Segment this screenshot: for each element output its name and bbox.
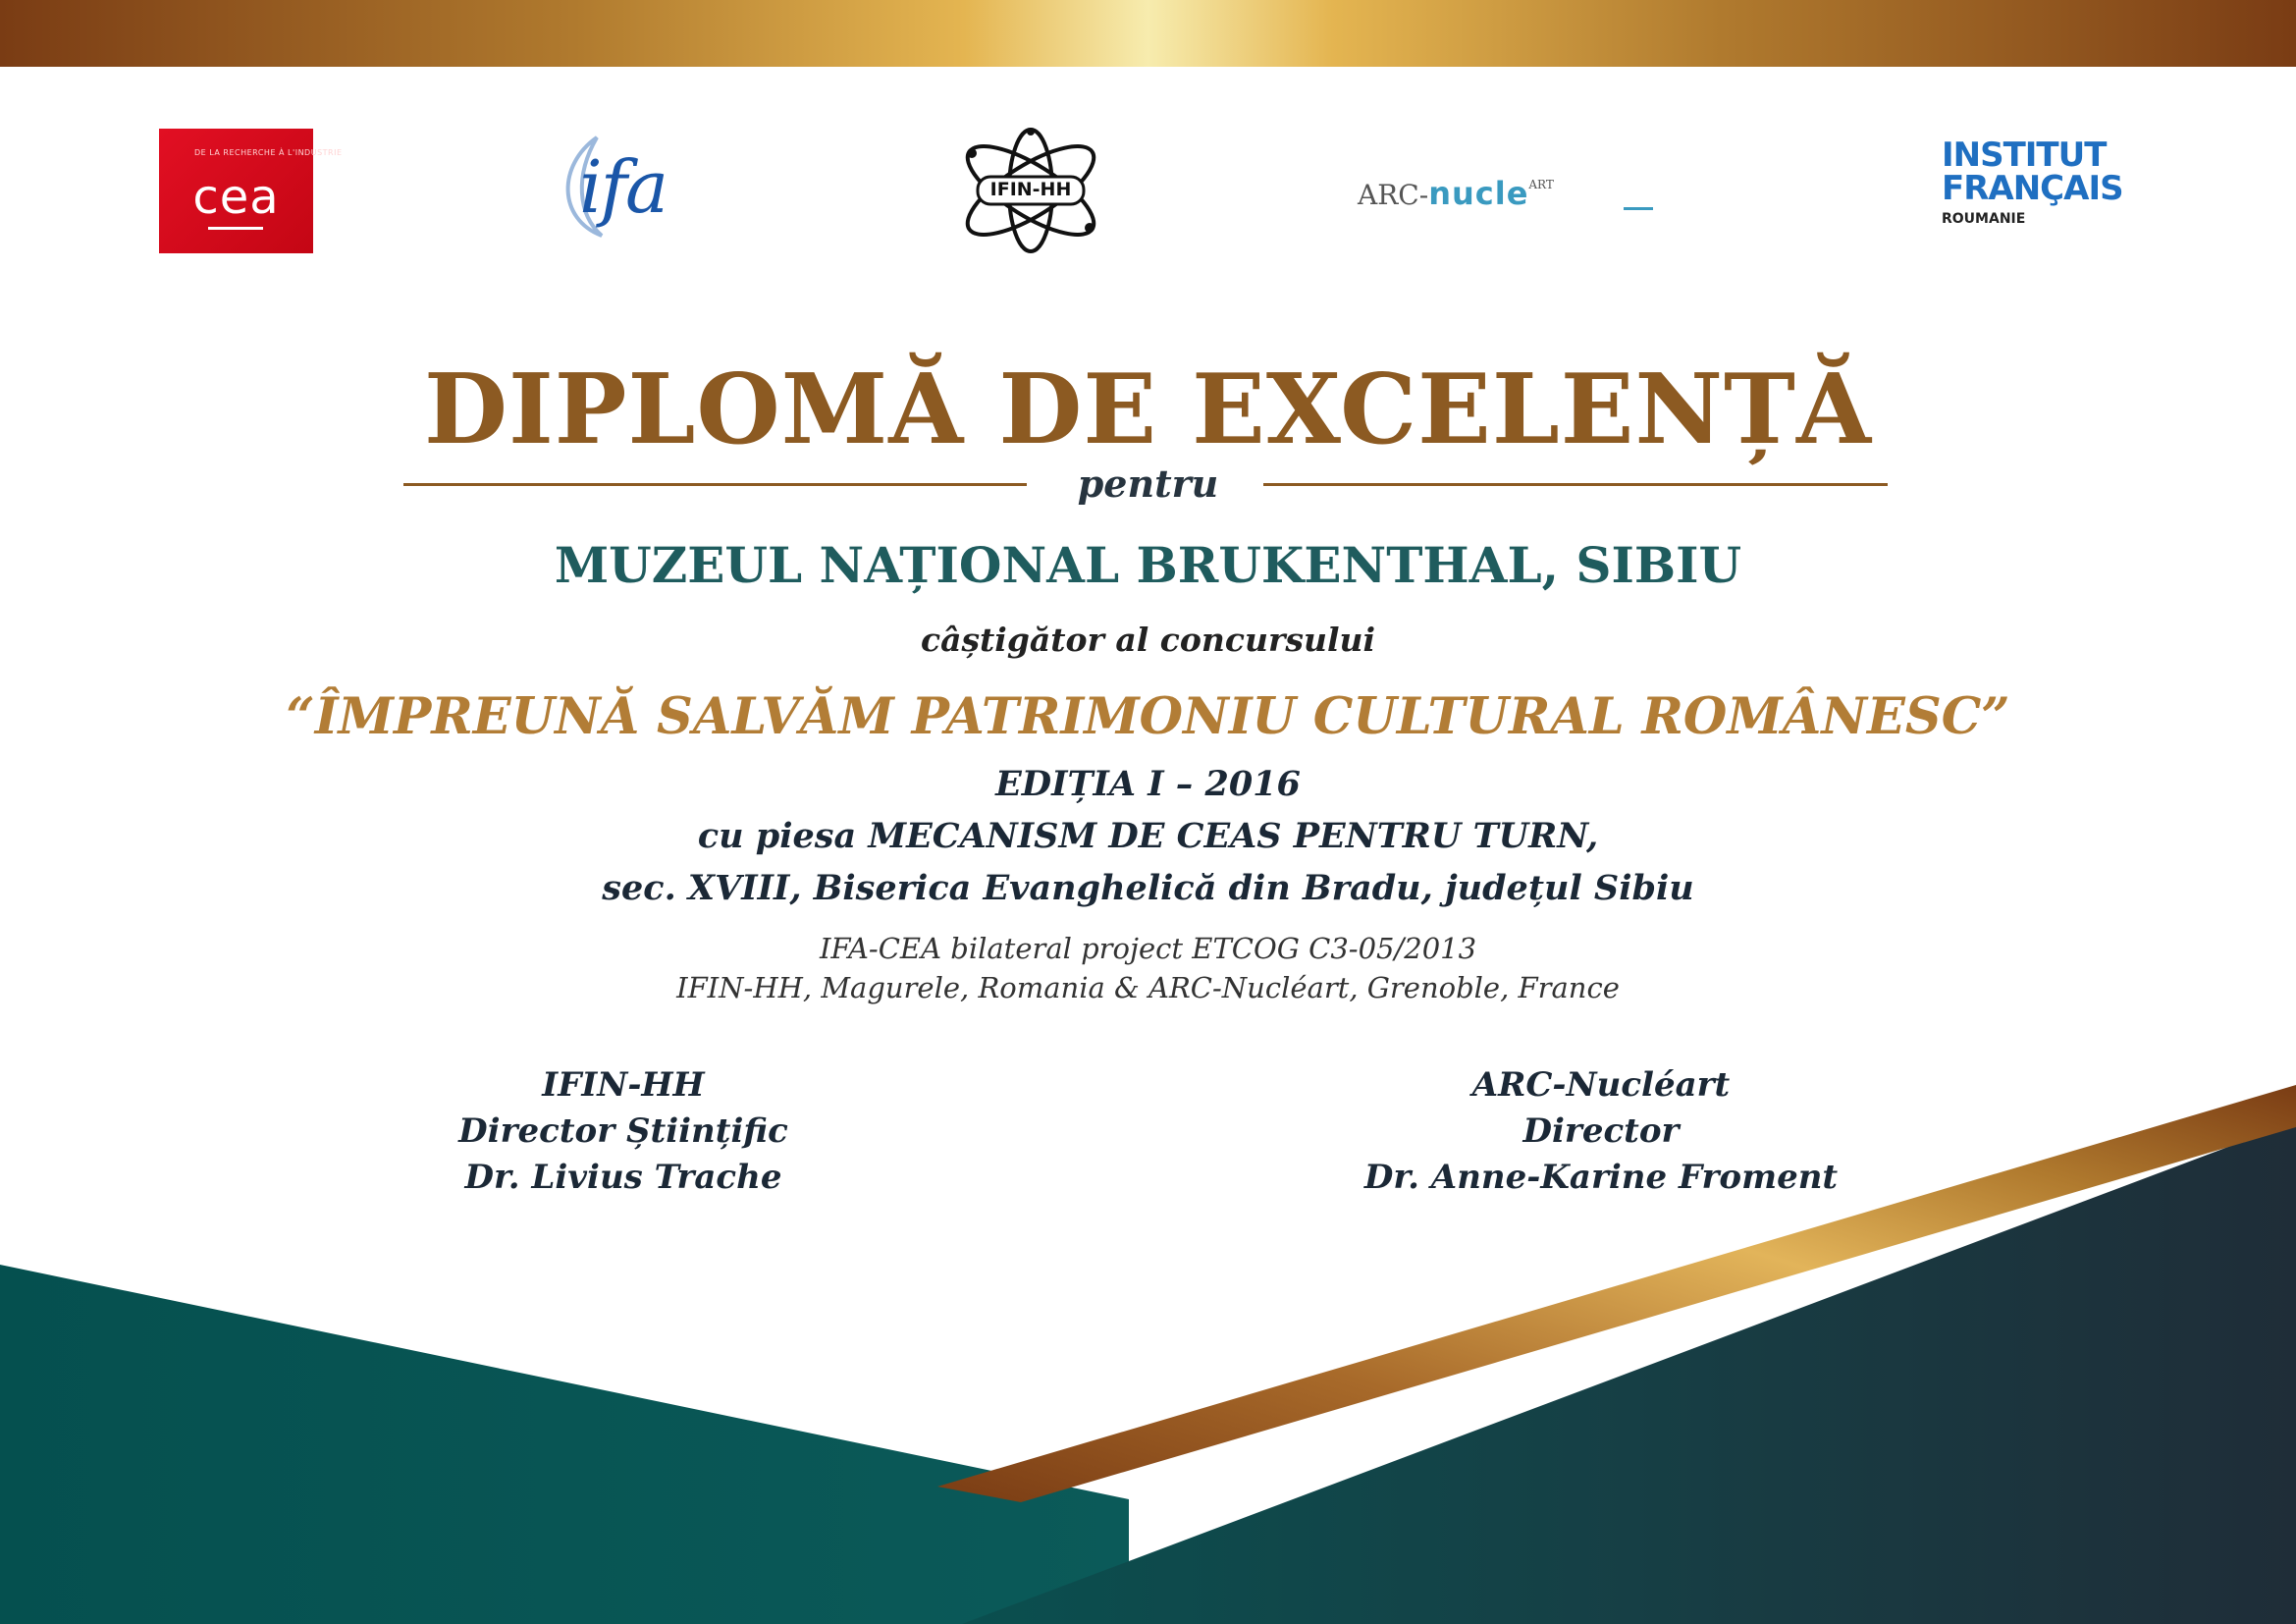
piece-line-1: cu piesa MECANISM DE CEAS PENTRU TURN, [697, 816, 1599, 856]
project-text: IFA-CEA bilateral project ETCOG C3-05/2013 [819, 932, 1477, 965]
institut-logo-line2: FRANÇAIS [1942, 169, 2123, 208]
cea-tagline: DE LA RECHERCHE À L'INDUSTRIE [194, 148, 343, 157]
ifa-logo [558, 126, 705, 244]
signature-right-role: Director [1522, 1111, 1680, 1151]
ifa-logo-text: ifa [579, 145, 667, 230]
institutions-text: IFIN-HH, Magurele, Romania & ARC-Nucléart, Grenoble, France [676, 971, 1620, 1004]
arc-logo-text-main: nucle [1428, 175, 1529, 212]
cea-logo-text: cea [192, 170, 280, 225]
winner-text: câștigător al concursului [920, 621, 1376, 659]
institut-logo-line3: ROUMANIE [1942, 211, 2026, 227]
signature-block-right [1307, 1062, 1896, 1201]
pentru-text: pentru [1077, 461, 1219, 506]
arc-logo-superscript: ART [1528, 178, 1554, 191]
signature-left-role: Director Științific [458, 1111, 788, 1151]
piece-line-2: sec. XVIII, Biserica Evanghelică din Bradu, județul Sibiu [602, 868, 1694, 908]
signature-right-org: ARC-Nucléart [1471, 1065, 1731, 1105]
signature-left-org: IFIN-HH [542, 1065, 705, 1105]
signature-right-name: Dr. Anne-Karine Froment [1363, 1158, 1839, 1197]
arc-logo-text-prefix: ARC- [1358, 179, 1429, 211]
signature-left-name: Dr. Livius Trache [464, 1158, 782, 1197]
teal-panel-left [0, 1265, 1129, 1624]
cea-underline [208, 227, 263, 230]
ifin-hh-logo-text: IFIN-HH [989, 179, 1072, 200]
arc-logo-dash [1624, 207, 1653, 210]
signature-block-left [329, 1062, 918, 1201]
contest-name: “ÎMPREUNĂ SALVĂM PATRIMONIU CULTURAL ROMÂNESC” [286, 687, 2010, 746]
edition-text: EDIȚIA I – 2016 [995, 764, 1301, 804]
diploma-title: DIPLOMĂ DE EXCELENȚĂ [423, 353, 1873, 466]
recipient-name: MUZEUL NAȚIONAL BRUKENTHAL, SIBIU [554, 536, 1742, 594]
institut-francais-logo [1942, 135, 2123, 246]
ifin-hh-logo [952, 126, 1109, 255]
institut-logo-line1: INSTITUT [1942, 135, 2107, 175]
cea-logo [159, 129, 343, 253]
arc-nucleart-logo [1358, 175, 1672, 224]
